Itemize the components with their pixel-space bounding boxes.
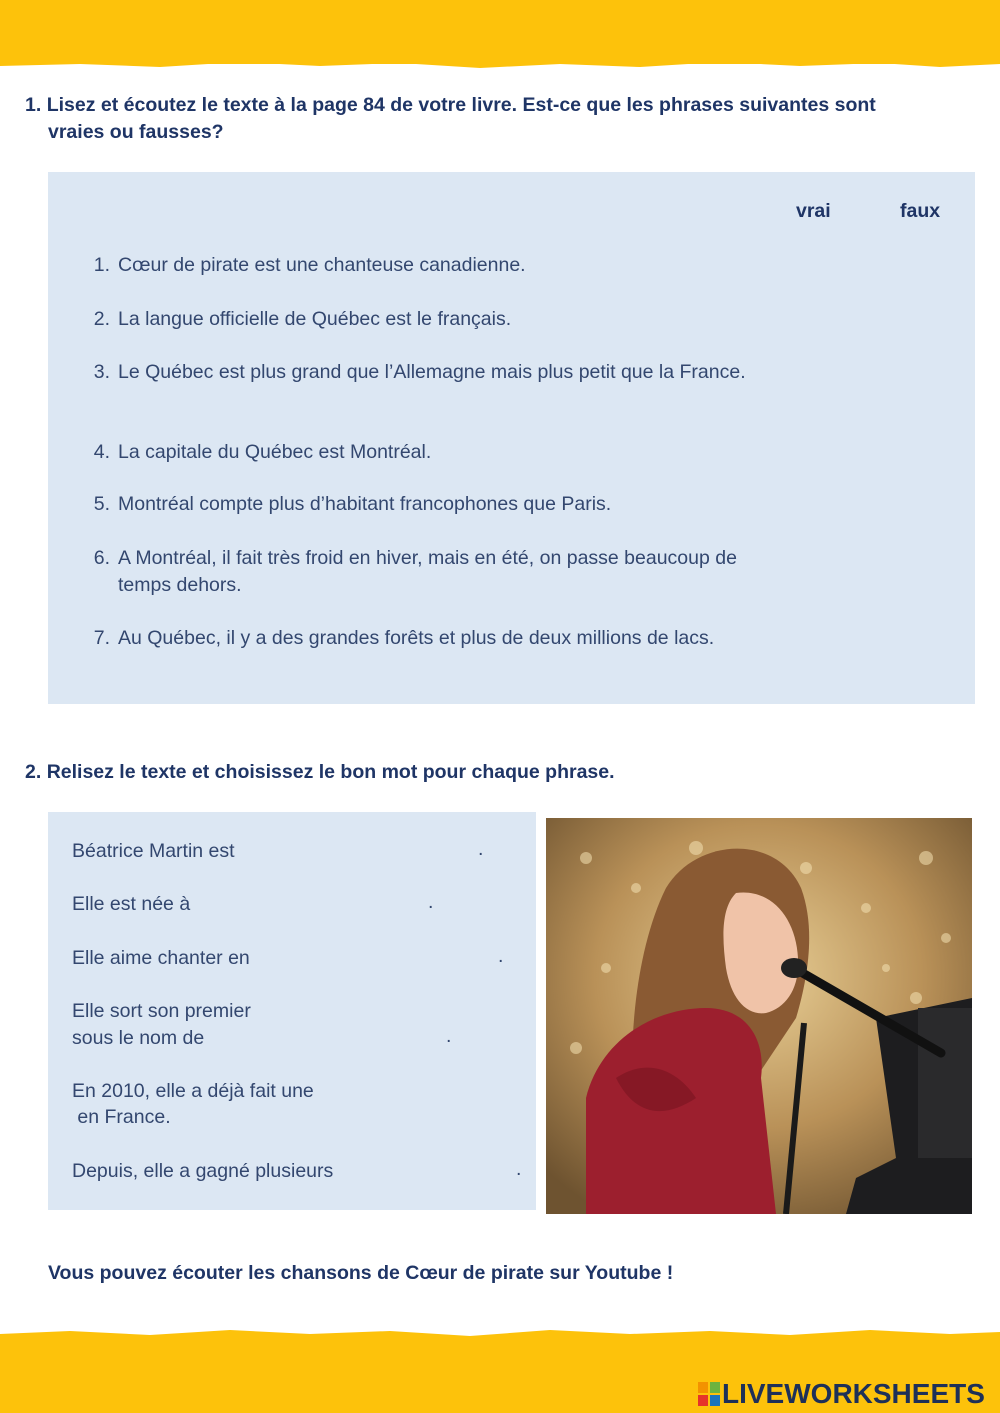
- fill-sentence-line2: sous le nom de: [72, 1027, 205, 1049]
- sentence-end: .: [446, 1025, 452, 1047]
- statement-text: Montréal compte plus d’habitant francophones que Paris.: [118, 493, 612, 515]
- statement-number: 7.: [93, 627, 110, 649]
- column-faux: faux: [900, 200, 941, 222]
- section1-heading: [25, 92, 876, 146]
- sentence-end: .: [516, 1158, 522, 1180]
- section1-heading-line1: Lisez et écoutez le texte à la page 84 de votre livre. Est-ce que les phrases suivantes sont: [46, 94, 876, 116]
- singer-photo: [546, 818, 972, 1214]
- top-banner: [0, 0, 1000, 64]
- section2-heading-text: Relisez le texte et choisissez le bon mot pour chaque phrase.: [46, 761, 615, 783]
- sentence-end: .: [428, 891, 434, 913]
- section2-number: 2.: [25, 761, 42, 783]
- sentence-end: .: [498, 945, 504, 967]
- sentence-end: .: [478, 838, 484, 860]
- statement-number: 4.: [93, 441, 110, 463]
- section1-heading-line2: vraies ou fausses?: [48, 121, 224, 143]
- statement-number: 2.: [93, 308, 110, 330]
- fill-sentence: Elle aime chanter en: [72, 947, 250, 969]
- statement-item: [86, 252, 766, 279]
- statement-text: La capitale du Québec est Montréal.: [118, 441, 432, 463]
- singer-photo-illustration: [546, 818, 972, 1214]
- statement-item: [86, 625, 766, 652]
- statement-text: Cœur de pirate est une chanteuse canadienne.: [118, 254, 526, 276]
- statement-number: 5.: [93, 493, 110, 515]
- column-vrai: vrai: [796, 200, 831, 222]
- fill-sentence-line2: en France.: [72, 1106, 171, 1128]
- statement-text: Le Québec est plus grand que l’Allemagne mais plus petit que la France.: [118, 361, 746, 383]
- statement-number: 3.: [93, 361, 110, 383]
- statement-item: [86, 491, 766, 518]
- statement-text: La langue officielle de Québec est le français.: [118, 308, 512, 330]
- footer-note: Vous pouvez écouter les chansons de Cœur de pirate sur Youtube !: [48, 1262, 674, 1284]
- fill-sentence: En 2010, elle a déjà fait une: [72, 1080, 314, 1102]
- liveworksheets-brand[interactable]: [698, 1378, 985, 1410]
- liveworksheets-logo-icon: [698, 1382, 720, 1406]
- statement-item: [86, 439, 766, 466]
- fill-sentence: Elle est née à: [72, 893, 191, 915]
- statement-item: [86, 306, 766, 333]
- statement-text: A Montréal, il fait très froid en hiver, mais en été, on passe beaucoup de temps dehors.: [118, 547, 737, 596]
- fill-sentence: Béatrice Martin est: [72, 840, 235, 862]
- statement-item: [86, 545, 766, 599]
- section1-number: 1.: [25, 94, 42, 116]
- statement-item: [86, 359, 766, 386]
- statement-number: 6.: [93, 547, 110, 569]
- section2-heading: [25, 759, 615, 786]
- statement-number: 1.: [93, 254, 110, 276]
- brand-name: LIVEWORKSHEETS: [722, 1378, 985, 1409]
- fill-sentence: Elle sort son premier: [72, 1000, 251, 1022]
- top-banner-edge: [0, 58, 1000, 72]
- fill-sentence: Depuis, elle a gagné plusieurs: [72, 1160, 334, 1182]
- statement-text: Au Québec, il y a des grandes forêts et plus de deux millions de lacs.: [118, 627, 715, 649]
